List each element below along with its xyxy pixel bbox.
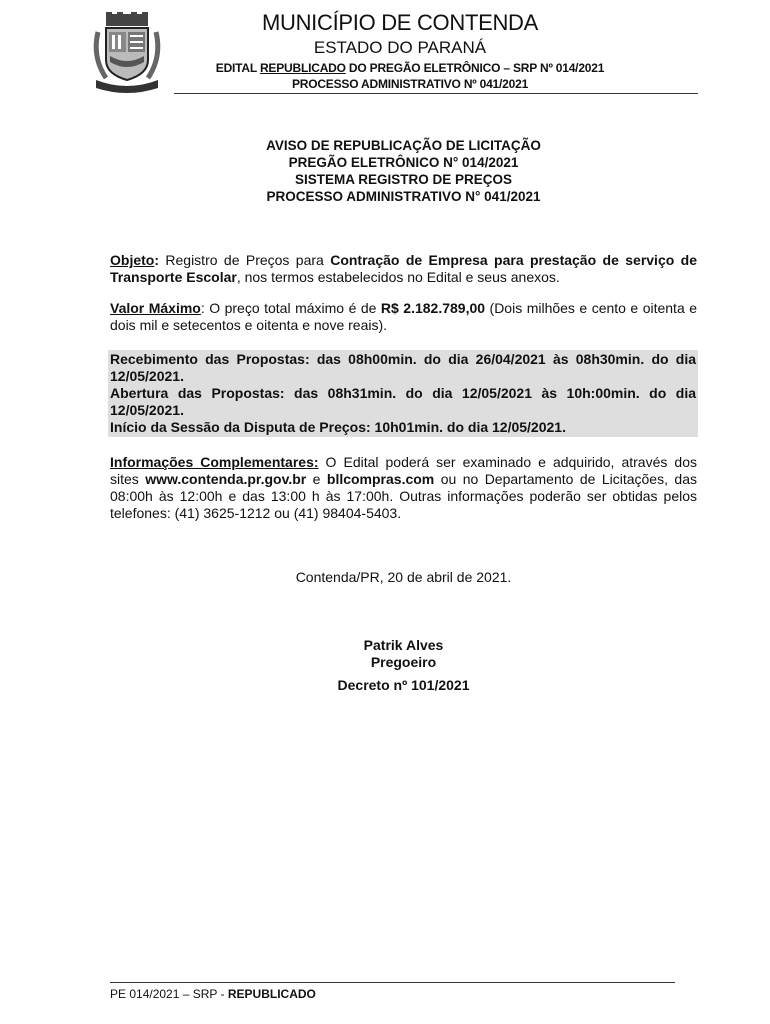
notice-line-3: SISTEMA REGISTRO DE PREÇOS	[294, 172, 513, 187]
info-text-2: e	[306, 471, 327, 487]
header-divider	[174, 93, 698, 94]
site-link-bllcompras[interactable]: bllcompras.com	[326, 471, 435, 487]
edital-suffix: DO PREGÃO ELETRÔNICO – SRP Nº 014/2021	[345, 61, 605, 75]
process-subtitle: PROCESSO ADMINISTRATIVO Nº 041/2021	[291, 77, 529, 91]
schedule-box	[108, 350, 698, 437]
valor-text-2: (Dois milhões e cento e oitenta e dois mil e setecentos e oitenta e nove reais).	[110, 300, 698, 333]
footer-republicado: REPUBLICADO	[227, 987, 316, 1001]
footer-text	[110, 987, 316, 1001]
notice-heading	[110, 137, 697, 205]
edital-prefix: EDITAL	[215, 61, 260, 75]
footer-divider	[110, 982, 675, 983]
info-text-1: O Edital poderá ser examinado e adquirido, através dos sites	[110, 454, 697, 487]
notice-line-1: AVISO DE REPUBLICAÇÃO DE LICITAÇÃO	[266, 138, 541, 153]
notice-line-2: PREGÃO ELETRÔNICO N° 014/2021	[288, 155, 519, 170]
objeto-paragraph	[110, 252, 697, 286]
place-date: Contenda/PR, 20 de abril de 2021.	[295, 569, 512, 585]
objeto-label: Objeto	[110, 252, 155, 268]
signatory-name: Patrik Alves	[363, 637, 444, 653]
valor-label: Valor Máximo	[110, 300, 201, 316]
edital-subtitle	[190, 61, 630, 75]
info-text-3: ou no Departamento de Licitações, das 08:00h às 12:00h e das 13:00 h às 17:00h. Outras informações poderão ser obtidas pelos telefones: (41) 3625-1212 ou (41) 98404-5403.	[110, 471, 697, 521]
signatory-role: Pregoeiro	[370, 654, 437, 670]
objeto-text-1: Registro de Preços para	[159, 252, 331, 268]
signatory-decree: Decreto nº 101/2021	[337, 677, 470, 693]
municipal-coat-of-arms-icon	[92, 12, 162, 94]
objeto-colon: :	[154, 252, 160, 268]
schedule-session: Início da Sessão da Disputa de Preços: 10h01min. do dia 12/05/2021.	[110, 419, 566, 435]
notice-line-4: PROCESSO ADMINISTRATIVO N° 041/2021	[266, 189, 541, 204]
valor-text-1: : O preço total máximo é de	[200, 300, 381, 316]
schedule-opening: Abertura das Propostas: das 08h31min. do dia 12/05/2021 às 10h:00min. do dia 12/05/2021.	[110, 385, 696, 418]
info-label: Informações Complementares:	[110, 454, 319, 470]
objeto-text-2: , nos termos estabelecidos no Edital e seus anexos.	[236, 269, 560, 285]
site-link-contenda[interactable]: www.contenda.pr.gov.br	[145, 471, 307, 487]
objeto-bold: Contração de Empresa para prestação de serviço de Transporte Escolar	[110, 252, 697, 285]
info-paragraph	[110, 454, 697, 522]
valor-paragraph	[110, 300, 697, 334]
valor-amount: R$ 2.182.789,00	[380, 300, 486, 316]
state-title: ESTADO DO PARANÁ	[313, 38, 487, 57]
schedule-receipt: Recebimento das Propostas: das 08h00min. do dia 26/04/2021 às 08h30min. do dia 12/05/2021.	[110, 351, 696, 384]
footer-ref: PE 014/2021 – SRP -	[110, 987, 228, 1001]
municipality-title: MUNICÍPIO DE CONTENDA	[261, 10, 539, 35]
edital-republicado: REPUBLICADO	[259, 61, 346, 75]
